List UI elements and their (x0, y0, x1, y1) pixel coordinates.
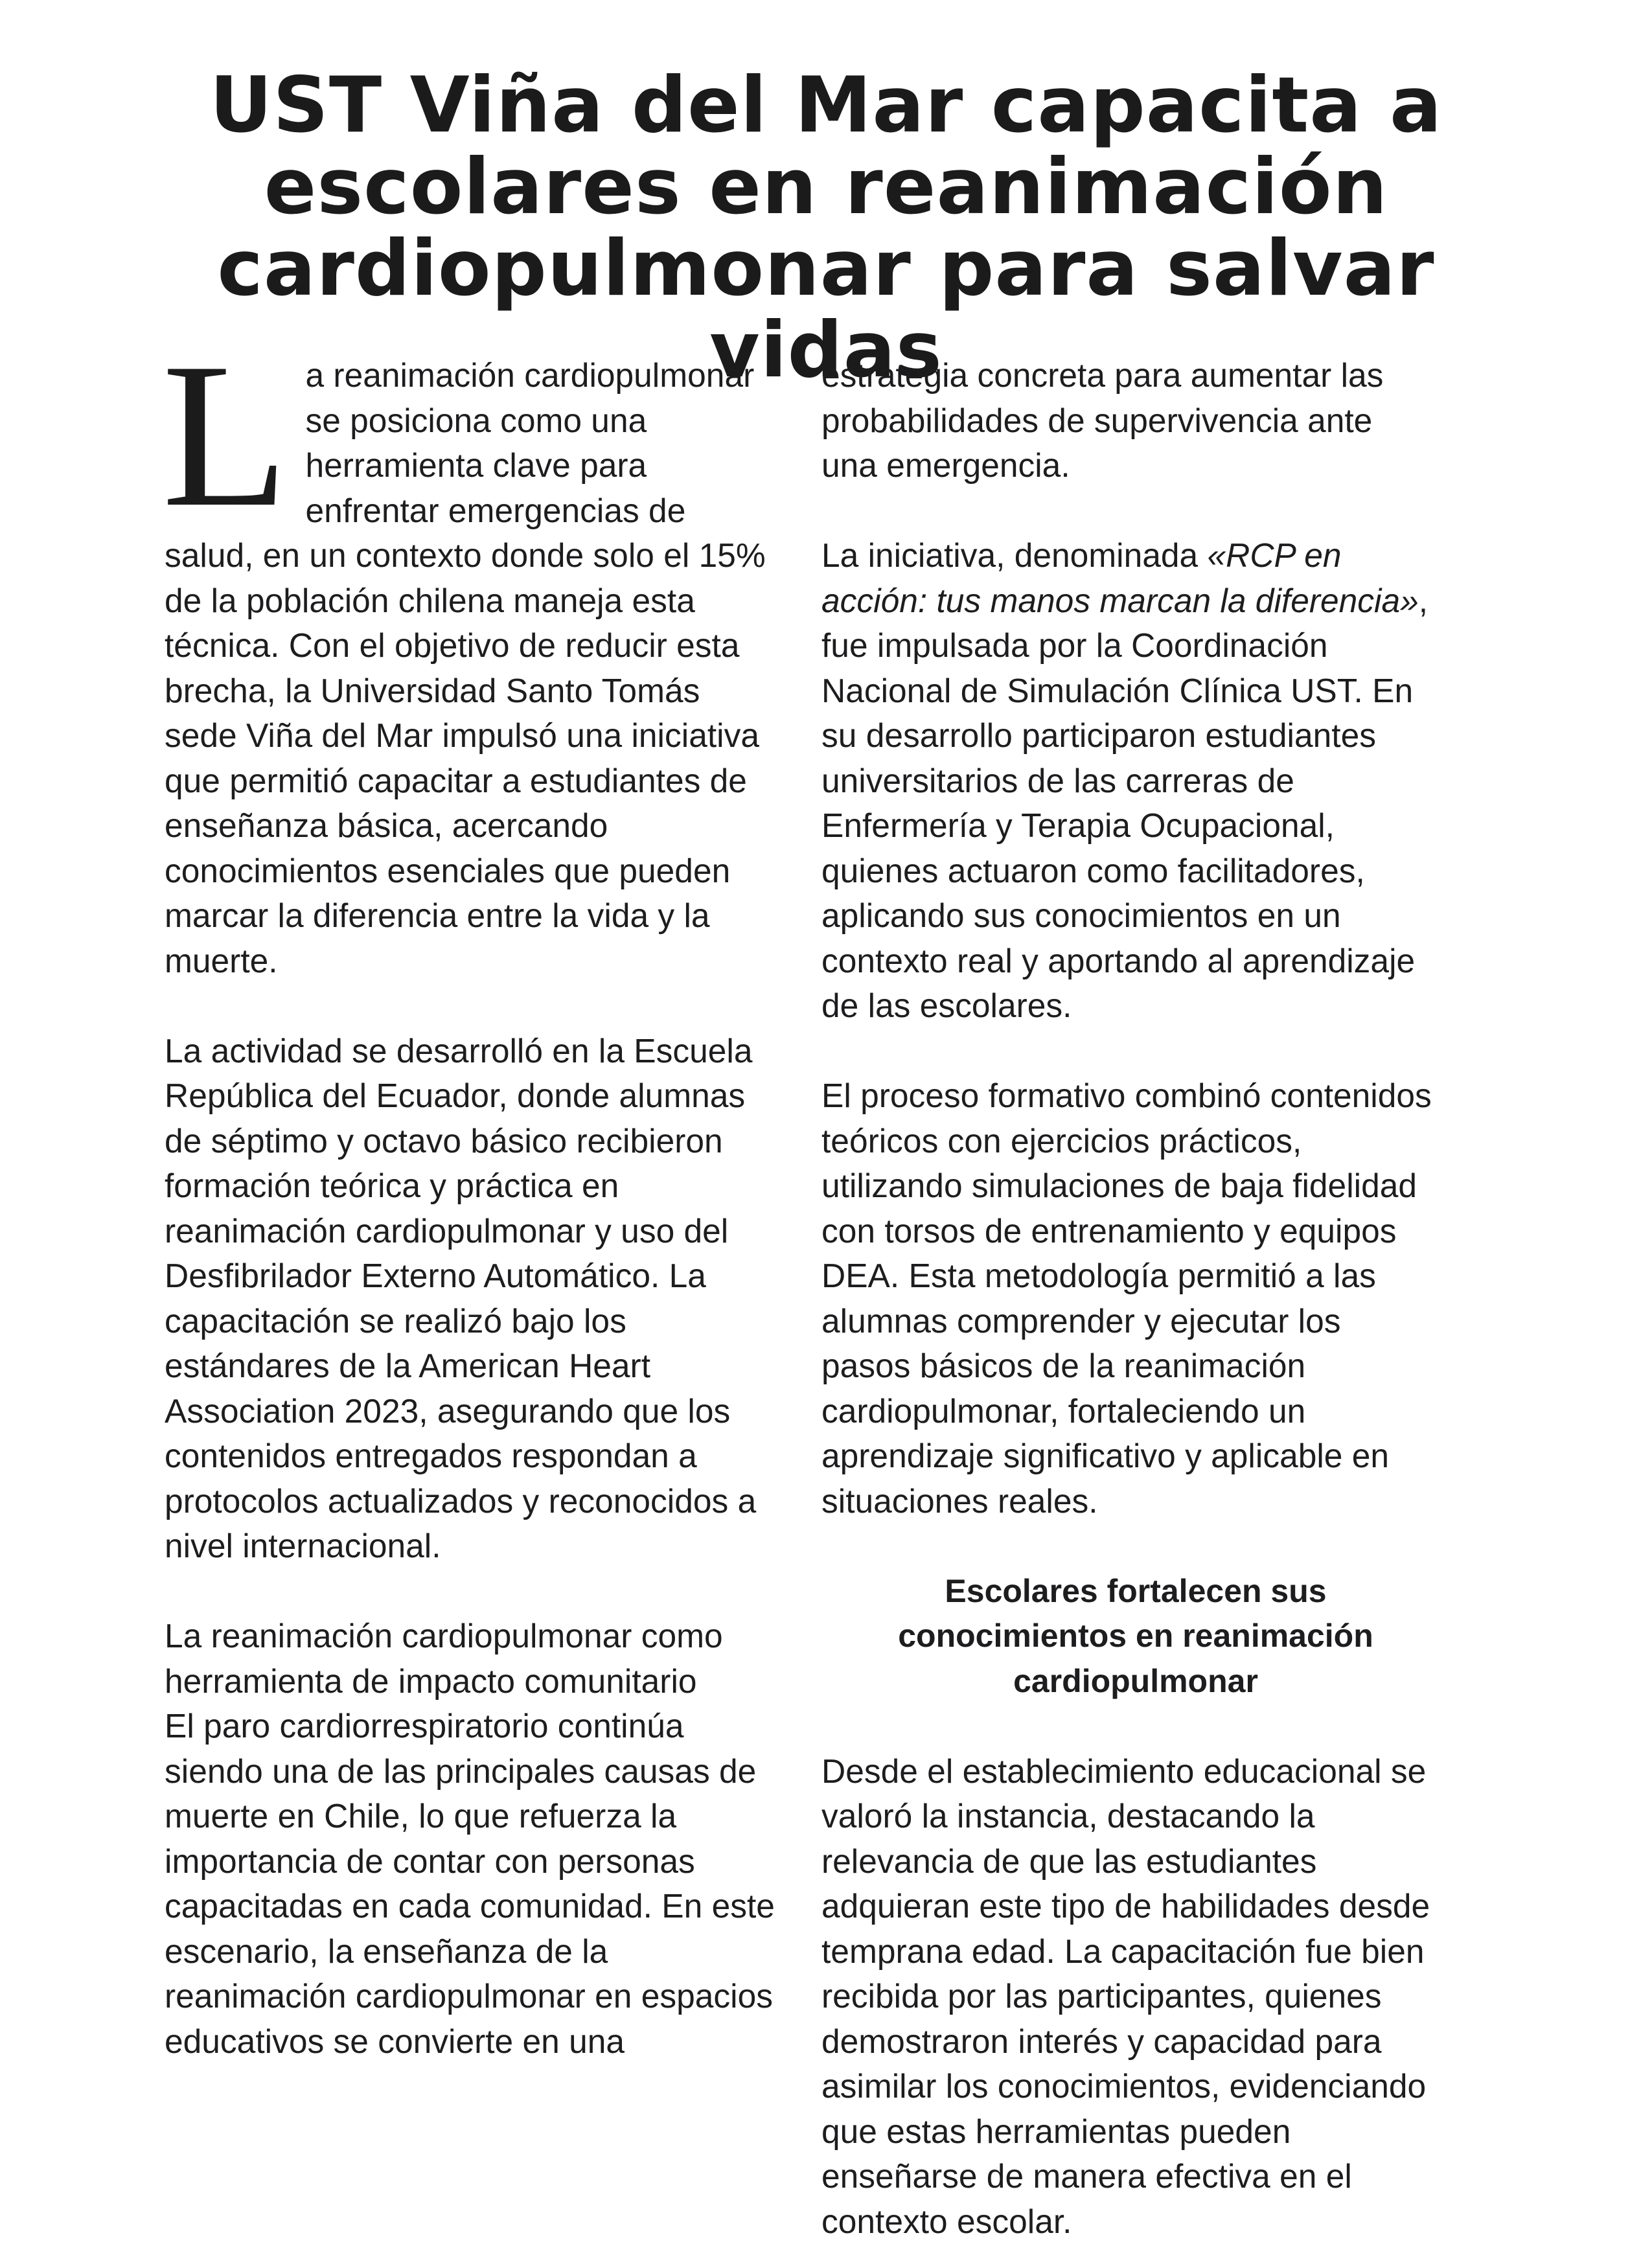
initiative-text-pre: La iniciativa, denominada (821, 536, 1208, 574)
initiative-name: «RCP en acción: tus manos marcan la diferencia» (821, 536, 1419, 619)
initiative-text-post: , fue impulsada por la Coordinación Nacional de Simulación Clínica UST. En su desarrollo participaron estudiantes universitarios de las carreras de Enfermería y Terapia Ocupacional, quienes actuaron como facilitadores, aplicando sus conocimientos en un contexto real y aportando al aprendizaje de las escolares. (821, 582, 1428, 1025)
intro-text: a reanimación cardiopulmonar se posiciona como una herramienta clave para enfrentar emergencias de salud, en un contexto donde solo el 15% de la población chilena maneja esta técnica. Con el objetivo de reducir esta brecha, la Universidad Santo Tomás sede Viña del Mar impulsó una iniciativa que permitió capacitar a estudiantes de enseñanza básica, acercando conocimientos esenciales que pueden marcar la diferencia entre la vida y la muerte. (165, 356, 766, 979)
paragraph-strategy: estrategia concreta para aumentar las probabilidades de supervivencia ante una emergencia. (821, 353, 1437, 488)
left-column (165, 353, 780, 2064)
paragraph-training-process: El proceso formativo combinó contenidos teóricos con ejercicios prácticos, utilizando simulaciones de baja fidelidad con torsos de entrenamiento y equipos DEA. Esta metodología permitió a las alumnas comprender y ejecutar los pasos básicos de la reanimación cardiopulmonar, fortaleciendo un aprendizaje significativo y aplicable en situaciones reales. (821, 1073, 1437, 1524)
paragraph-school-response: Desde el establecimiento educacional se valoró la instancia, destacando la relevancia de que las estudiantes adquieran este tipo de habilidades desde temprana edad. La capacitación fue bien recibida por las participantes, quienes demostraron interés y capacidad para asimilar los conocimientos, evidenciando que estas herramientas pueden enseñarse de manera efectiva en el contexto escolar. (821, 1749, 1437, 2244)
drop-cap: L (162, 354, 288, 524)
subheading: Escolares fortalecen sus conocimientos en reanimación cardiopulmonar (821, 1569, 1437, 1704)
paragraph-initiative (821, 533, 1437, 1029)
paragraph-community-body: El paro cardiorrespiratorio continúa siendo una de las principales causas de muerte en Chile, lo que refuerza la importancia de contar con personas capacitadas en cada comunidad. En este escenario, la enseñanza de la reanimación cardiopulmonar en espacios educativos se convierte en una (165, 1707, 775, 2060)
section-heading-community: La reanimación cardiopulmonar como herramienta de impacto comunitario (165, 1614, 780, 1704)
right-column (821, 353, 1437, 2244)
intro-paragraph (165, 353, 780, 983)
paragraph-activity: La actividad se desarrolló en la Escuela República del Ecuador, donde alumnas de séptimo y octavo básico recibieron formación teórica y práctica en reanimación cardiopulmonar y uso del Desfibrilador Externo Automático. La capacitación se realizó bajo los estándares de la American Heart Association 2023, asegurando que los contenidos entregados respondan a protocolos actualizados y reconocidos a nivel internacional. (165, 1029, 780, 1569)
paragraph-community (165, 1614, 780, 2064)
article-title: UST Viña del Mar capacita a escolares en reanimación cardiopulmonar para salvar vidas (97, 65, 1555, 391)
